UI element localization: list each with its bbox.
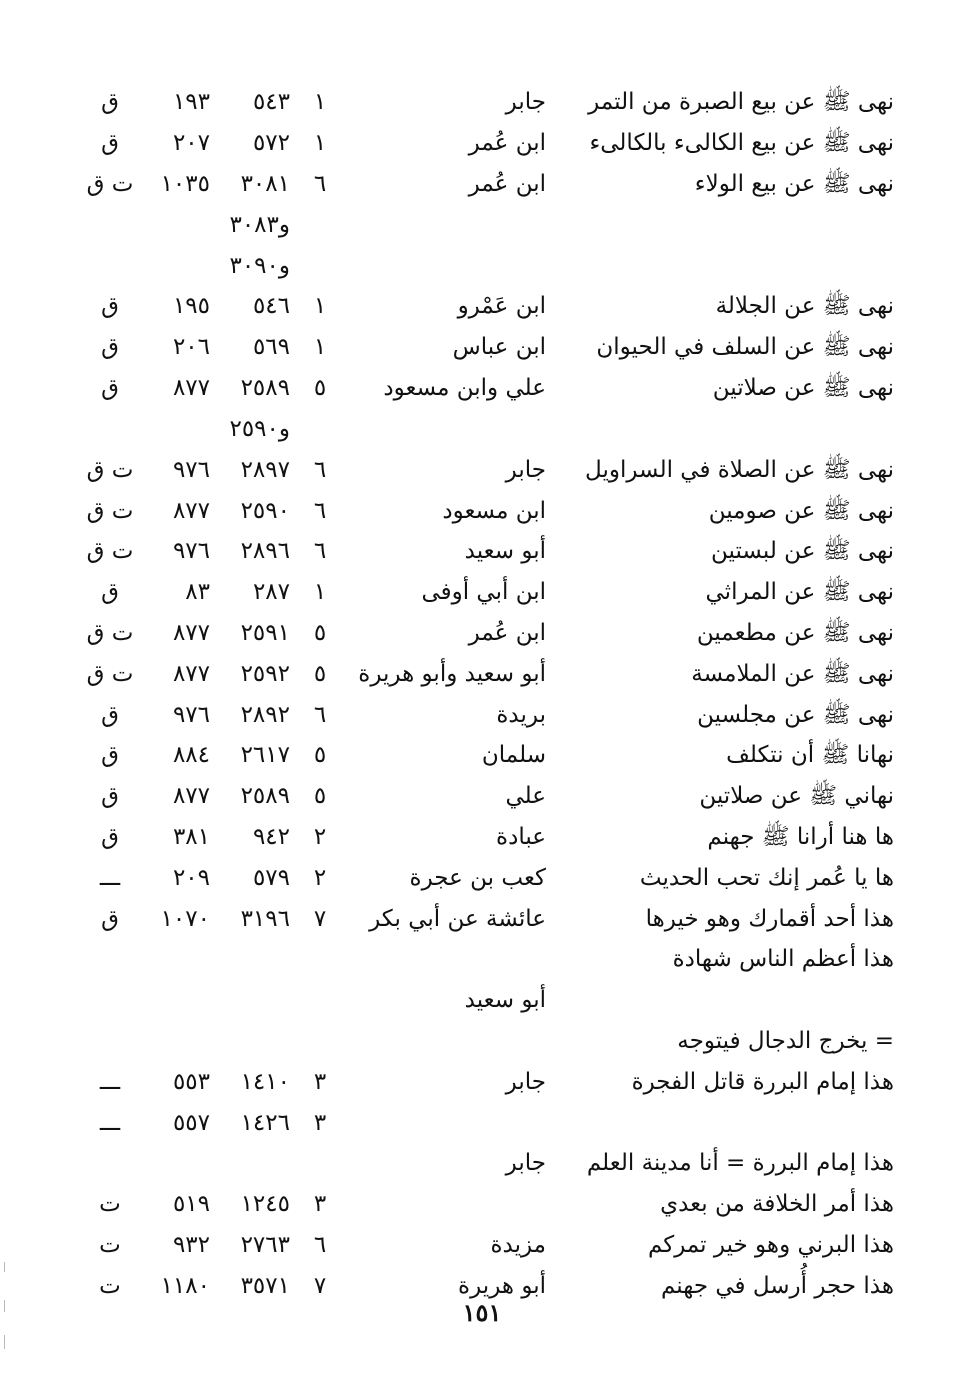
page-number: ١٥١: [462, 1298, 502, 1327]
narrator: علي وابن مسعود: [383, 375, 546, 401]
narrator: جابر: [505, 457, 546, 483]
source-code: ق: [101, 375, 119, 401]
hadith-number: ٩٤٢: [252, 824, 290, 850]
hadith-text: نهى ﷺ عن المراثي: [705, 579, 894, 605]
volume-number: ٥: [313, 783, 327, 809]
narrator: ابن عُمر: [468, 620, 546, 646]
narrator: بريدة: [496, 702, 546, 728]
scan-margin-mark: [4, 1262, 5, 1272]
narrator: ابن عَمْرو: [457, 293, 546, 319]
hadith-text: نهى ﷺ عن الصلاة في السراويل: [585, 457, 894, 483]
source-code: ت ق: [86, 620, 134, 646]
hadith-text: نهى ﷺ عن الجلالة: [715, 293, 894, 319]
source-code: ق: [101, 130, 119, 156]
page-reference: ٩٧٦: [172, 457, 210, 483]
page-reference: ٨٧٧: [172, 783, 210, 809]
source-code: ق: [101, 783, 119, 809]
page-reference: ١٠٣٥: [160, 171, 210, 197]
source-code: ق: [101, 579, 119, 605]
narrator: أبو سعيد وأبو هريرة: [358, 661, 546, 687]
source-code: ت ق: [86, 538, 134, 564]
volume-number: ٢: [313, 865, 327, 891]
narrator: مزيدة: [490, 1232, 546, 1258]
hadith-number: ٣٥٧١: [240, 1273, 290, 1299]
hadith-number: ٢٥٨٩: [240, 375, 290, 401]
index-row: [0, 613, 964, 653]
index-row: [0, 491, 964, 531]
hadith-text: هذا إمام البررة = أنا مدينة العلم: [586, 1150, 894, 1176]
source-code: ـــ: [99, 1110, 121, 1136]
source-code: ق: [101, 293, 119, 319]
hadith-number: ٣١٩٦: [240, 906, 290, 932]
hadith-number: ٥٦٩: [252, 334, 290, 360]
volume-number: ٥: [313, 620, 327, 646]
narrator: ابن عُمر: [468, 130, 546, 156]
volume-number: ١: [313, 130, 327, 156]
page-reference: ٨٧٧: [172, 498, 210, 524]
page-reference: ١١٨٠: [160, 1273, 210, 1299]
volume-number: ٦: [313, 498, 327, 524]
narrator: سلمان: [481, 742, 546, 768]
volume-number: ٥: [313, 742, 327, 768]
narrator: أبو هريرة: [458, 1273, 546, 1299]
hadith-text: = يخرج الدجال فيتوجه: [677, 1028, 894, 1054]
page-reference: ٩٧٦: [172, 538, 210, 564]
page-reference: ٥٥٣: [172, 1069, 210, 1095]
source-code: ق: [101, 334, 119, 360]
index-row: [0, 1062, 964, 1102]
hadith-text: نهى ﷺ عن مطعمين: [696, 620, 894, 646]
narrator: جابر: [505, 1150, 546, 1176]
source-code: ت: [99, 1232, 121, 1258]
index-row: [0, 1184, 964, 1224]
page-reference: ٢٠٦: [172, 334, 210, 360]
scan-margin-mark: [4, 1300, 5, 1312]
hadith-text: نهى ﷺ عن لبستين: [711, 538, 894, 564]
hadith-number: ٣٠٨١: [240, 171, 290, 197]
index-row: [0, 899, 964, 939]
source-code: ت ق: [86, 498, 134, 524]
volume-number: ١: [313, 334, 327, 360]
volume-number: ٢: [313, 824, 327, 850]
hadith-text: هذا حجر أُرسل في جهنم: [660, 1273, 894, 1299]
hadith-text: نهانا ﷺ أن نتكلف: [726, 742, 894, 768]
index-row: [0, 695, 964, 735]
page-reference: ٥١٩: [172, 1191, 210, 1217]
hadith-text: نهى ﷺ عن صلاتين: [712, 375, 894, 401]
volume-number: ١: [313, 89, 327, 115]
volume-number: ٦: [313, 1232, 327, 1258]
hadith-text: ها يا عُمر إنك تحب الحديث: [639, 865, 894, 891]
hadith-text: نهى ﷺ عن مجلسين: [697, 702, 894, 728]
page-reference: ١٩٥: [172, 293, 210, 319]
page-reference: ٨٧٧: [172, 661, 210, 687]
volume-number: ١: [313, 579, 327, 605]
hadith-number: و٢٥٩٠: [229, 416, 290, 442]
index-row: [0, 1225, 964, 1265]
narrator: ابن عُمر: [468, 171, 546, 197]
hadith-number: ٢٥٨٩: [240, 783, 290, 809]
hadith-number: ٢٧٦٣: [240, 1232, 290, 1258]
page-reference: ٣٨١: [172, 824, 210, 850]
hadith-text: هذا أمر الخلافة من بعدي: [660, 1191, 894, 1217]
index-row: [0, 450, 964, 490]
narrator: أبو سعيد: [464, 987, 546, 1013]
source-code: ق: [101, 824, 119, 850]
volume-number: ٣: [313, 1191, 327, 1217]
volume-number: ٧: [313, 906, 327, 932]
hadith-number: و٣٠٩٠: [229, 253, 290, 279]
hadith-number: ٢٦١٧: [240, 742, 290, 768]
source-code: ق: [101, 906, 119, 932]
narrator: عبادة: [496, 824, 546, 850]
page-reference: ١٩٣: [172, 89, 210, 115]
index-row: [0, 531, 964, 571]
volume-number: ١: [313, 293, 327, 319]
narrator: ابن عباس: [452, 334, 546, 360]
hadith-number: ٢٥٩٢: [240, 661, 290, 687]
index-row: [0, 817, 964, 857]
narrator: علي: [505, 783, 546, 809]
hadith-text: نهاني ﷺ عن صلاتين: [699, 783, 894, 809]
hadith-number: ٥٧٢: [252, 130, 290, 156]
volume-number: ٦: [313, 457, 327, 483]
hadith-text: هذا البرني وهو خير تمركم: [647, 1232, 894, 1258]
index-row: [0, 368, 964, 408]
page-reference: ١٠٧٠: [160, 906, 210, 932]
volume-number: ٧: [313, 1273, 327, 1299]
page-reference: ٨٨٤: [172, 742, 210, 768]
hadith-number: ٥٤٦: [252, 293, 290, 319]
page-reference: ٨٧٧: [172, 620, 210, 646]
volume-number: ٦: [313, 538, 327, 564]
hadith-text: نهى ﷺ عن صومين: [708, 498, 894, 524]
hadith-number: ٢٥٩٠: [240, 498, 290, 524]
index-row: [0, 286, 964, 326]
hadith-text: هذا أحد أقمارك وهو خيرها: [645, 906, 894, 932]
hadith-number: ٢٥٩١: [240, 620, 290, 646]
hadith-text: هذا إمام البررة قاتل الفجرة: [631, 1069, 894, 1095]
hadith-text: هذا أعظم الناس شهادة: [672, 946, 894, 972]
index-row: [0, 327, 964, 367]
index-row: [0, 654, 964, 694]
index-row: [0, 409, 964, 449]
source-code: ت: [99, 1191, 121, 1217]
index-row: [0, 1143, 964, 1183]
narrator: جابر: [505, 1069, 546, 1095]
hadith-number: ٢٨٧: [252, 579, 290, 605]
source-code: ت ق: [86, 171, 134, 197]
volume-number: ٥: [313, 375, 327, 401]
source-code: ت ق: [86, 661, 134, 687]
narrator: جابر: [505, 89, 546, 115]
volume-number: ٦: [313, 702, 327, 728]
scan-margin-mark: [4, 1335, 5, 1349]
hadith-text: نهى ﷺ عن بيع الصبرة من التمر: [588, 89, 894, 115]
volume-number: ٣: [313, 1069, 327, 1095]
narrator: ابن أبي أوفى: [421, 579, 546, 605]
hadith-number: ١٤٢٦: [240, 1110, 290, 1136]
source-code: ق: [101, 742, 119, 768]
index-row: [0, 776, 964, 816]
index-row: [0, 82, 964, 122]
hadith-number: ٢٨٩٢: [240, 702, 290, 728]
source-code: ق: [101, 702, 119, 728]
page-reference: ٢٠٧: [172, 130, 210, 156]
volume-number: ٥: [313, 661, 327, 687]
source-code: ت: [99, 1273, 121, 1299]
index-row: [0, 858, 964, 898]
volume-number: ٦: [313, 171, 327, 197]
index-row: [0, 1021, 964, 1061]
source-code: ق: [101, 89, 119, 115]
index-row: [0, 939, 964, 979]
page-reference: ٨٧٧: [172, 375, 210, 401]
hadith-text: ها هنا أرانا ﷺ جهنم: [707, 824, 894, 850]
index-row: [0, 164, 964, 204]
page-reference: ٨٣: [185, 579, 210, 605]
narrator: أبو سعيد: [464, 538, 546, 564]
index-row: [0, 123, 964, 163]
narrator: عائشة عن أبي بكر: [369, 906, 546, 932]
index-row: [0, 980, 964, 1020]
hadith-text: نهى ﷺ عن بيع الولاء: [694, 171, 894, 197]
page-reference: ٢٠٩: [172, 865, 210, 891]
source-code: ـــ: [99, 865, 121, 891]
hadith-text: نهى ﷺ عن السلف في الحيوان: [596, 334, 894, 360]
hadith-number: و٣٠٨٣: [229, 212, 290, 238]
hadith-text: نهى ﷺ عن بيع الكالىء بالكالىء: [589, 130, 894, 156]
page-reference: ٩٣٢: [172, 1232, 210, 1258]
hadith-text: نهى ﷺ عن الملامسة: [691, 661, 894, 687]
index-row: [0, 246, 964, 286]
source-code: ـــ: [99, 1069, 121, 1095]
index-row: [0, 1103, 964, 1143]
hadith-number: ٢٨٩٧: [240, 457, 290, 483]
narrator: ابن مسعود: [442, 498, 546, 524]
hadith-number: ٥٤٣: [252, 89, 290, 115]
page-reference: ٥٥٧: [172, 1110, 210, 1136]
index-row: [0, 205, 964, 245]
source-code: ت ق: [86, 457, 134, 483]
index-row: [0, 735, 964, 775]
hadith-number: ٢٨٩٦: [240, 538, 290, 564]
narrator: كعب بن عجرة: [409, 865, 546, 891]
volume-number: ٣: [313, 1110, 327, 1136]
page-reference: ٩٧٦: [172, 702, 210, 728]
hadith-number: ١٤١٠: [240, 1069, 290, 1095]
hadith-number: ١٢٤٥: [240, 1191, 290, 1217]
hadith-number: ٥٧٩: [252, 865, 290, 891]
index-row: [0, 572, 964, 612]
